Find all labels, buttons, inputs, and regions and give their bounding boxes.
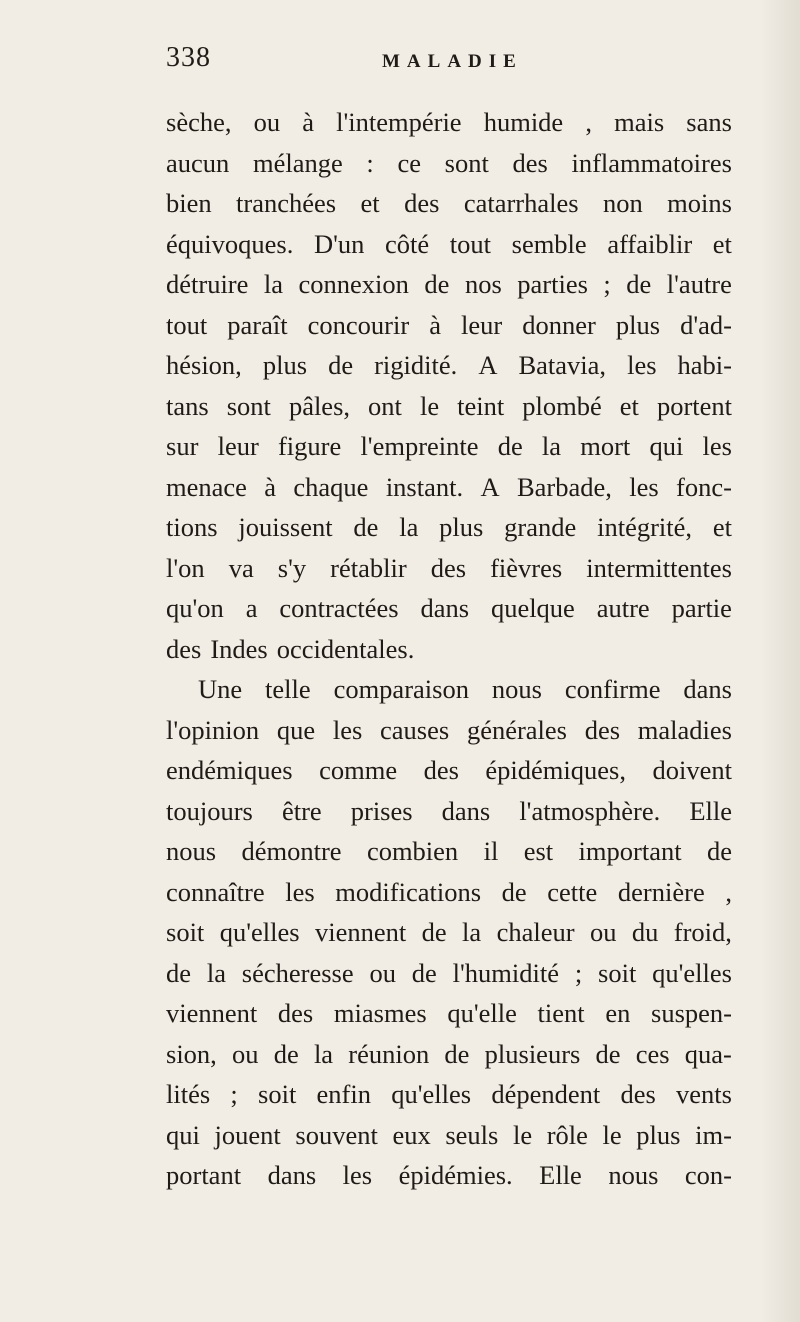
word: hésion, <box>166 350 242 380</box>
word: viennent <box>314 917 407 947</box>
word: endémiques <box>166 755 293 785</box>
word: tranchées <box>236 188 337 218</box>
word: ce <box>397 147 421 178</box>
word: l'intempérie <box>336 107 462 137</box>
word: eux <box>392 1119 431 1150</box>
word: qua- <box>684 1038 732 1069</box>
word: de <box>706 836 732 866</box>
word: est <box>523 836 554 866</box>
word: le <box>602 1119 622 1150</box>
word: teint <box>457 390 505 421</box>
word: D'un <box>313 228 365 259</box>
word: de <box>424 269 450 299</box>
running-head <box>0 42 800 82</box>
word: s'y <box>277 552 307 583</box>
word: pâles, <box>288 390 351 421</box>
word: donner <box>522 309 596 340</box>
body-text <box>166 102 732 1196</box>
text-line <box>166 953 732 994</box>
text-line <box>166 669 732 710</box>
word: des <box>584 714 621 745</box>
word: en <box>605 998 631 1028</box>
word: l'opinion <box>166 714 260 745</box>
word: mélange <box>252 147 343 178</box>
word: qui <box>166 1119 200 1150</box>
word: miasmes <box>333 998 427 1028</box>
word: les <box>629 471 659 502</box>
word: plombé <box>522 390 602 421</box>
word: catarrhales <box>463 188 579 218</box>
text-line <box>166 1115 732 1156</box>
word: sans <box>686 107 732 137</box>
word: le <box>419 390 440 421</box>
text-line <box>166 224 732 265</box>
word: , <box>725 876 732 907</box>
text-line <box>166 831 732 872</box>
word: côté <box>385 228 430 259</box>
text-line <box>166 1034 732 1075</box>
word: qu'elle <box>447 998 517 1028</box>
word: fonc- <box>676 471 732 502</box>
word: nous <box>491 674 542 704</box>
text-line <box>166 750 732 791</box>
word: intermittentes <box>586 552 732 583</box>
word: affaiblir <box>607 228 693 259</box>
word: l'empreinte <box>360 431 479 461</box>
running-title: MALADIE <box>382 51 523 72</box>
word: plus <box>439 512 484 542</box>
word: de <box>421 917 447 947</box>
word: de <box>411 957 437 988</box>
text-line <box>166 1155 732 1196</box>
word: dans <box>420 593 470 623</box>
word: comme <box>319 755 398 785</box>
word: : <box>366 147 374 178</box>
word: des <box>620 1079 656 1109</box>
word: Batavia, <box>518 350 607 380</box>
word: jouent <box>214 1119 281 1150</box>
word: souvent <box>295 1119 378 1150</box>
word: a <box>245 593 258 623</box>
word: et <box>712 228 732 259</box>
word: des <box>277 998 314 1028</box>
word: comparaison <box>333 674 469 704</box>
word: humide <box>483 107 564 137</box>
word: tans <box>166 390 209 421</box>
word: l'on <box>166 552 205 583</box>
word: intégrité, <box>597 512 693 542</box>
word: de <box>497 431 523 461</box>
word: cette <box>547 876 598 907</box>
word: ont <box>368 390 402 421</box>
word: important <box>578 836 682 866</box>
word: concourir <box>307 309 410 340</box>
word: tout <box>166 309 208 340</box>
word: enfin <box>316 1079 371 1109</box>
word: de <box>353 512 379 542</box>
word: soit <box>258 1079 297 1109</box>
word: causes <box>380 714 450 745</box>
word: nos <box>464 269 502 299</box>
text-line <box>166 872 732 913</box>
word: leur <box>217 431 259 461</box>
word: jouissent <box>238 512 333 542</box>
word: générales <box>466 714 567 745</box>
word: qu'elles <box>391 1079 472 1109</box>
text-line <box>166 588 732 629</box>
word: chaque <box>293 471 369 502</box>
word: il <box>483 836 499 866</box>
word: viennent <box>166 998 258 1028</box>
text-line <box>166 912 732 953</box>
word: et <box>360 188 380 218</box>
word: dans <box>683 674 732 704</box>
word: la <box>263 269 284 299</box>
word: aucun <box>166 147 230 178</box>
word: d'ad- <box>680 309 732 340</box>
word: réunion <box>348 1038 430 1069</box>
word: ces <box>635 1038 670 1069</box>
word: de <box>595 1038 621 1069</box>
word: portent <box>656 390 732 421</box>
text-line <box>166 345 732 386</box>
text-line <box>166 548 732 589</box>
word: chaleur <box>496 917 575 947</box>
word: tout <box>449 228 491 259</box>
word: bien <box>166 188 212 218</box>
word: à <box>429 309 441 340</box>
word: tions <box>166 512 218 542</box>
word: non <box>603 188 643 218</box>
text-line <box>166 305 732 346</box>
word: l'atmosphère. <box>519 795 661 826</box>
word: confirme <box>564 674 661 704</box>
word: qu'elles <box>652 957 732 988</box>
text-line <box>166 426 732 467</box>
word: quelque <box>490 593 575 623</box>
word: l'humidité <box>452 957 559 988</box>
word: connaître <box>166 876 265 907</box>
word: A <box>480 471 500 502</box>
word: Barbade, <box>516 471 612 502</box>
word: ou <box>232 1038 259 1069</box>
word: ; <box>603 269 611 299</box>
word: combien <box>366 836 459 866</box>
word: dans <box>267 1160 317 1190</box>
word: à <box>264 471 277 502</box>
word: plus <box>615 309 661 340</box>
word: épidémies. <box>398 1160 513 1190</box>
word: telle <box>265 674 311 704</box>
word: équivoques. <box>166 228 294 259</box>
word: leur <box>461 309 503 340</box>
word: maladies <box>637 714 732 745</box>
word: des <box>404 188 440 218</box>
word: détruire <box>166 269 249 299</box>
text-line <box>166 1074 732 1115</box>
word: nous <box>166 836 217 866</box>
text-line <box>166 791 732 832</box>
word: sur <box>166 431 199 461</box>
word: de <box>501 876 527 907</box>
text-line <box>166 143 732 184</box>
word: tient <box>537 998 585 1028</box>
word: partie <box>671 593 732 623</box>
word: de <box>328 350 354 380</box>
word: qui <box>649 431 684 461</box>
word: mais <box>614 107 665 137</box>
word: mort <box>580 431 631 461</box>
word: plusieurs <box>484 1038 581 1069</box>
word: semble <box>511 228 587 259</box>
word: autre <box>596 593 650 623</box>
text-line <box>166 710 732 751</box>
word: démontre <box>241 836 342 866</box>
word: soit <box>598 957 637 988</box>
text-line <box>166 629 732 670</box>
text-line <box>166 264 732 305</box>
word: des <box>166 633 202 664</box>
word: dernière <box>617 876 705 907</box>
word: ou <box>589 917 617 947</box>
text-line <box>166 386 732 427</box>
word: que <box>276 714 316 745</box>
word: sécheresse <box>241 957 354 988</box>
word: portant <box>166 1160 242 1190</box>
text-line <box>166 467 732 508</box>
word: moins <box>667 188 732 218</box>
word: les <box>285 876 315 907</box>
word: nous <box>608 1160 659 1190</box>
word: la <box>206 957 226 988</box>
word: connexion <box>298 269 409 299</box>
word: instant. <box>385 471 464 502</box>
word: lités <box>166 1079 211 1109</box>
word: de <box>626 269 652 299</box>
word: qu'on <box>166 593 224 623</box>
word: Elle <box>689 795 732 826</box>
word: Elle <box>539 1160 582 1190</box>
word: sèche, <box>166 107 232 137</box>
word: dans <box>441 795 491 826</box>
word: im- <box>695 1119 732 1150</box>
word: grande <box>504 512 577 542</box>
word: habi- <box>677 350 732 380</box>
word: de <box>166 957 192 988</box>
word: sion, <box>166 1038 217 1069</box>
word: figure <box>277 431 342 461</box>
text-line <box>166 183 732 224</box>
word: épidémiques, <box>485 755 626 785</box>
word: doivent <box>652 755 732 785</box>
word: la <box>541 431 562 461</box>
word: modifications <box>335 876 482 907</box>
word: paraît <box>227 309 288 340</box>
word: con- <box>684 1160 732 1190</box>
word: et <box>712 512 732 542</box>
word: suspen- <box>651 998 732 1028</box>
word: les <box>332 714 363 745</box>
word: fièvres <box>490 552 563 583</box>
word: l'autre <box>666 269 732 299</box>
word: sont <box>444 147 489 178</box>
word: ou <box>369 957 396 988</box>
word: , <box>585 107 592 137</box>
word: plus <box>262 350 308 380</box>
word: la <box>462 917 482 947</box>
word: Indes <box>210 633 268 664</box>
word: à <box>302 107 314 137</box>
text-line <box>166 993 732 1034</box>
word: froid, <box>673 917 732 947</box>
word: va <box>228 552 254 583</box>
word: Une <box>198 674 243 704</box>
word: seuls <box>445 1119 499 1150</box>
word: et <box>619 390 639 421</box>
word: rétablir <box>330 552 407 583</box>
word: dépendent <box>491 1079 601 1109</box>
text-line <box>166 507 732 548</box>
word: qu'elles <box>219 917 300 947</box>
word: de <box>444 1038 470 1069</box>
word: rôle <box>546 1119 588 1150</box>
word: des <box>423 755 459 785</box>
word: ; <box>574 957 583 988</box>
word: vents <box>676 1079 732 1109</box>
word: de <box>273 1038 299 1069</box>
word: occidentales. <box>276 633 415 664</box>
word: ou <box>253 107 281 137</box>
word: la <box>313 1038 334 1069</box>
word: parties <box>517 269 588 299</box>
word: sont <box>226 390 271 421</box>
word: menace <box>166 471 247 502</box>
word: les <box>627 350 657 380</box>
word: être <box>281 795 322 826</box>
word: contractées <box>279 593 399 623</box>
word: ; <box>230 1079 238 1109</box>
word: prises <box>350 795 413 826</box>
word: rigidité. <box>374 350 458 380</box>
word: toujours <box>166 795 253 826</box>
word: les <box>702 431 732 461</box>
word: A <box>478 350 498 380</box>
word: la <box>399 512 419 542</box>
word: des <box>512 147 548 178</box>
word: plus <box>636 1119 681 1150</box>
word: du <box>631 917 659 947</box>
word: inflammatoires <box>571 147 732 178</box>
word: le <box>512 1119 533 1150</box>
text-line <box>166 102 732 143</box>
word: soit <box>166 917 205 947</box>
word: des <box>430 552 467 583</box>
page-number: 338 <box>166 42 211 73</box>
word: les <box>342 1160 373 1190</box>
